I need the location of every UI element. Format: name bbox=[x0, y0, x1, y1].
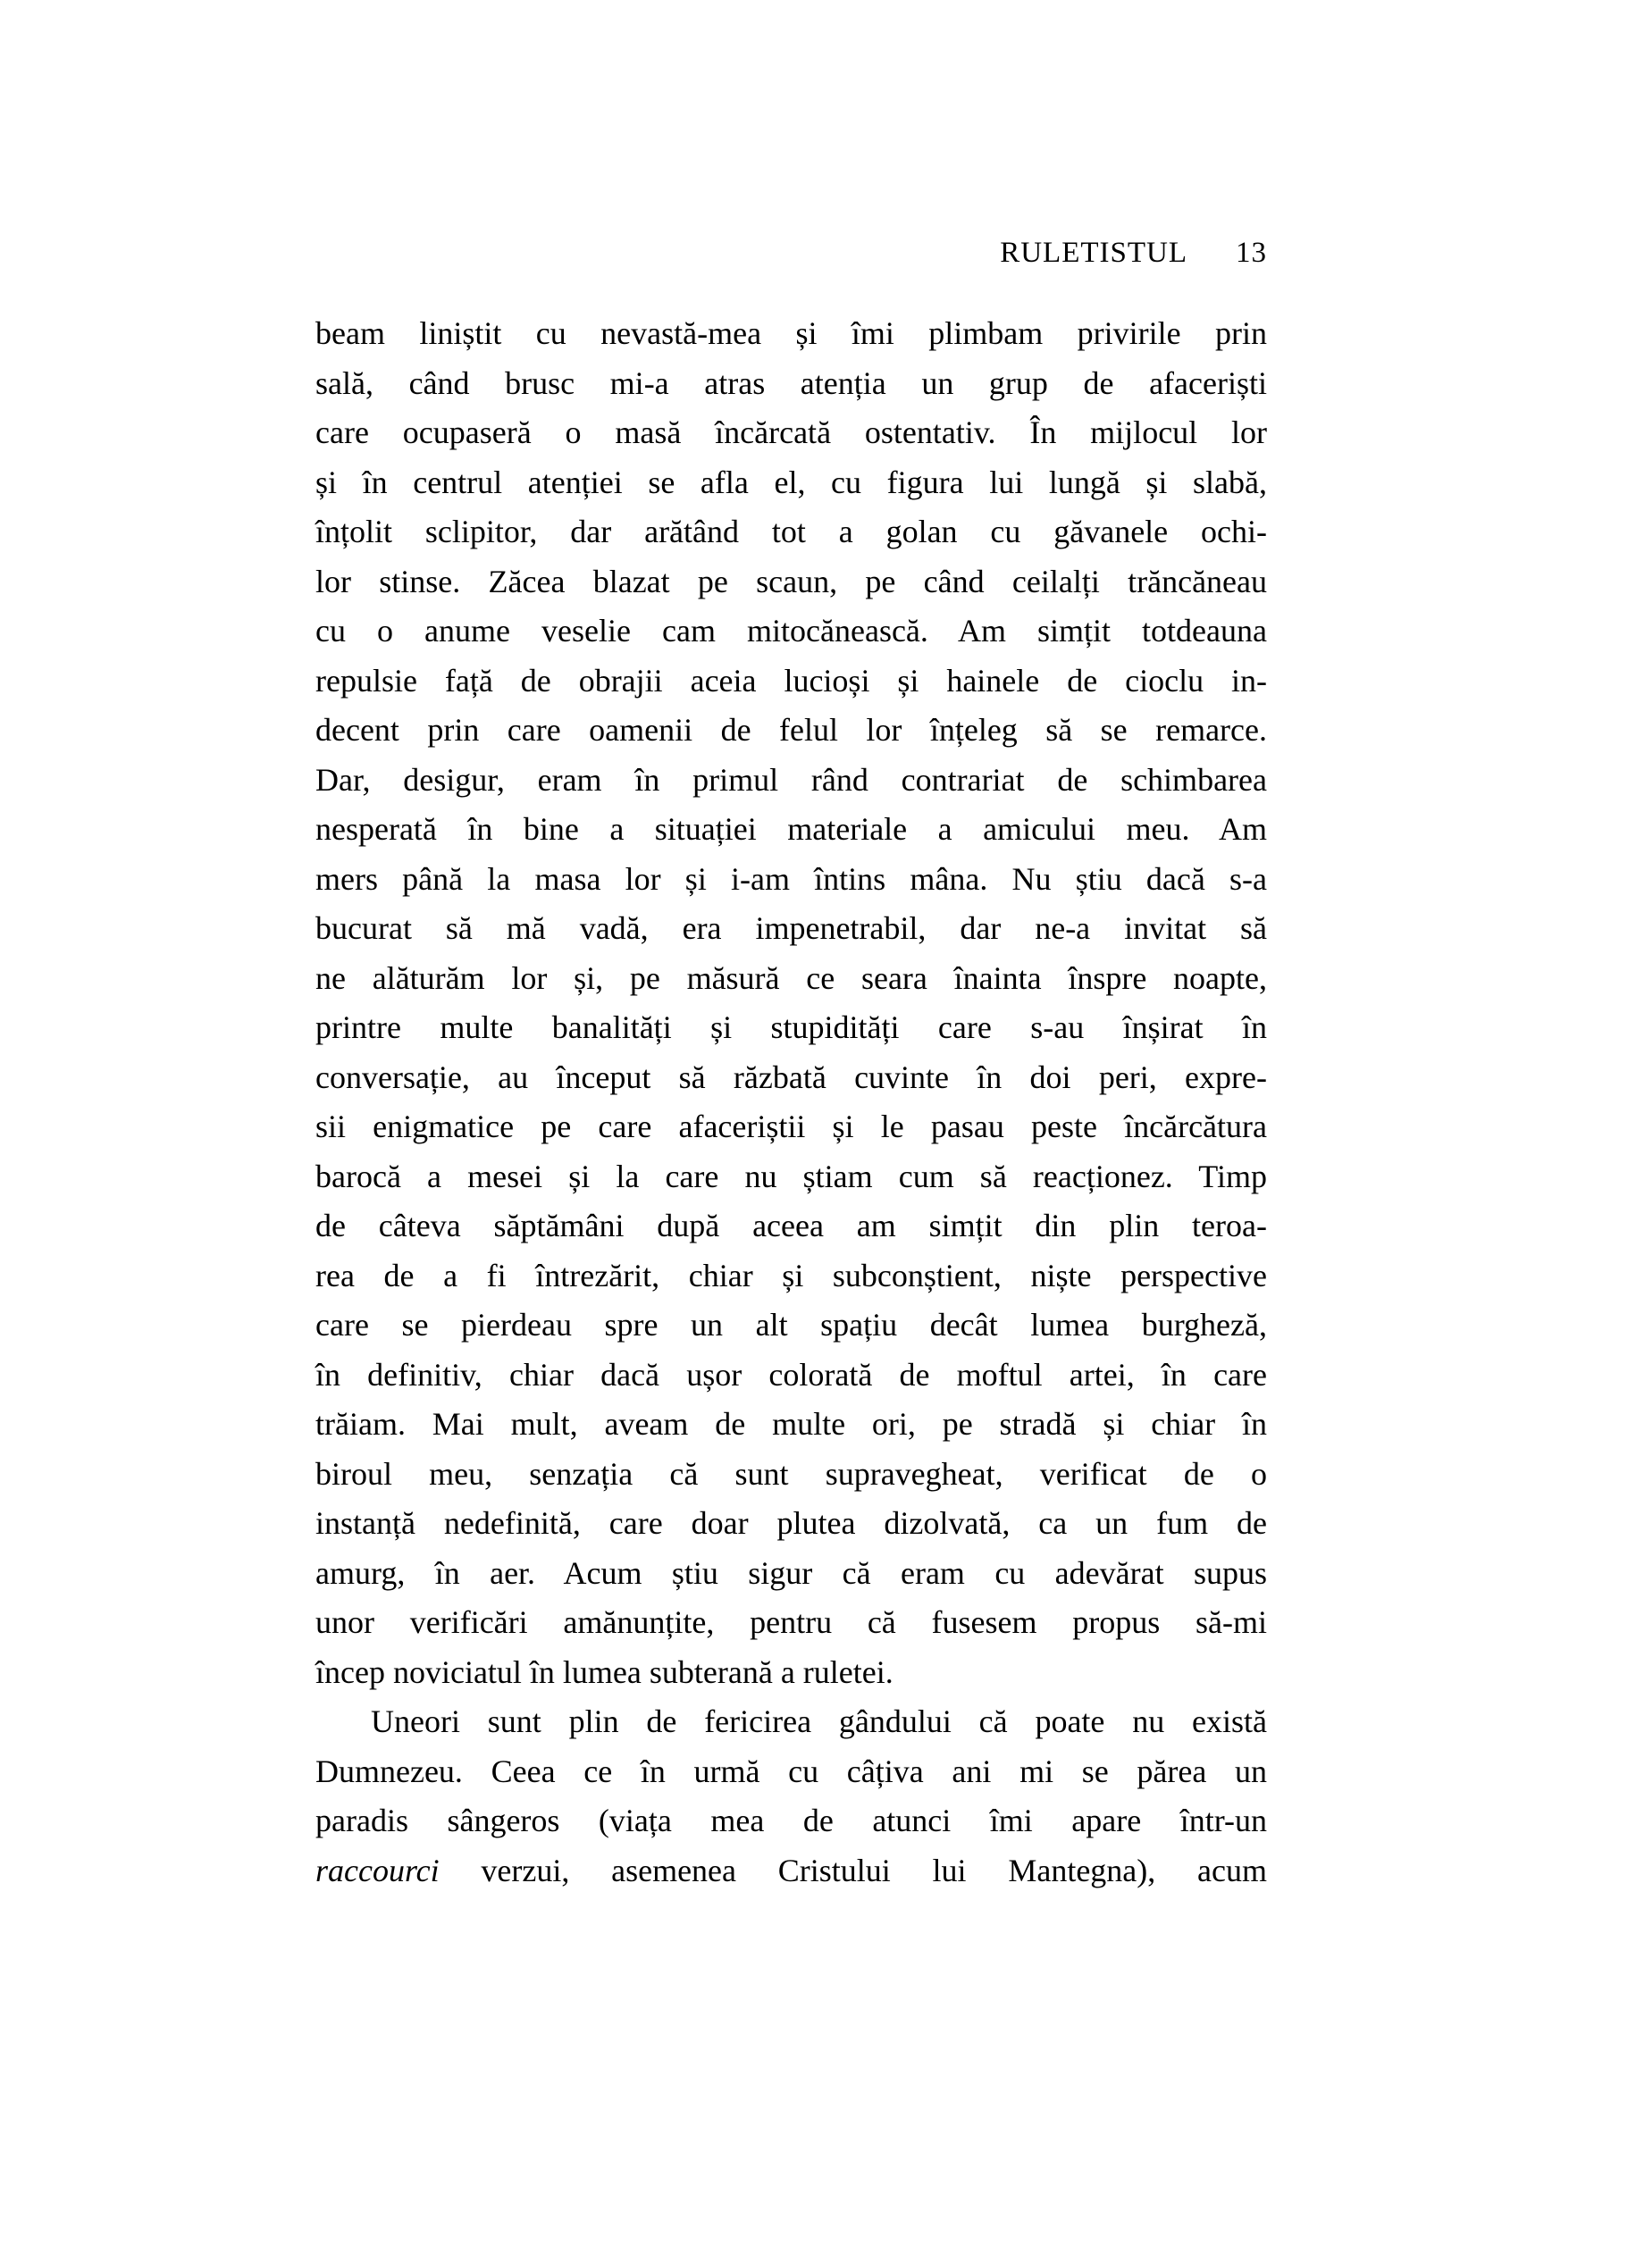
text-line bbox=[315, 657, 1267, 707]
text-line bbox=[315, 359, 1267, 409]
text-segment: printre multe banalități și stupidități care s-au înșirat în bbox=[315, 1009, 1267, 1045]
text-segment: înțolit sclipitor, dar arătând tot a golan cu găvanele ochi- bbox=[315, 514, 1267, 549]
running-header bbox=[315, 236, 1267, 270]
text-line bbox=[315, 1152, 1267, 1202]
text-line bbox=[315, 1598, 1267, 1648]
text-line bbox=[315, 1697, 1267, 1747]
text-line bbox=[315, 309, 1267, 359]
text-line bbox=[315, 1747, 1267, 1797]
running-title: RULETISTUL bbox=[1000, 237, 1187, 269]
text-segment: biroul meu, senzația că sunt supravegheat, verificat de o bbox=[315, 1455, 1267, 1492]
page-number: 13 bbox=[1236, 237, 1267, 269]
text-segment: în definitiv, chiar dacă ușor colorată de moftul artei, în care bbox=[315, 1356, 1267, 1393]
text-segment: încep noviciatul în lumea subterană a ruletei. bbox=[315, 1653, 894, 1690]
text-segment: mers până la masa lor și i-am întins mâna. Nu știu dacă s-a bbox=[315, 860, 1267, 897]
text-line bbox=[315, 1400, 1267, 1450]
text-line bbox=[315, 1102, 1267, 1152]
text-line bbox=[315, 408, 1267, 458]
text-segment: instanță nedefinită, care doar plutea dizolvată, ca un fum de bbox=[315, 1505, 1267, 1541]
text-segment: rea de a fi întrezărit, chiar și subconștient, niște perspective bbox=[315, 1257, 1267, 1293]
text-segment: Dumnezeu. Ceea ce în urmă cu câțiva ani mi se părea un bbox=[315, 1753, 1267, 1789]
text-line bbox=[315, 458, 1267, 508]
text-segment: trăiam. Mai mult, aveam de multe ori, pe stradă și chiar în bbox=[315, 1406, 1267, 1442]
text-segment: ne alăturăm lor și, pe măsură ce seara înainta înspre noapte, bbox=[315, 959, 1267, 996]
text-segment: paradis sângeros (viața mea de atunci îmi apare într-un bbox=[315, 1803, 1267, 1838]
text-line bbox=[315, 1450, 1267, 1500]
text-segment: repulsie față de obrajii aceia lucioși și hainele de cioclu in- bbox=[315, 662, 1267, 699]
text-line bbox=[315, 855, 1267, 905]
text-line bbox=[315, 1796, 1267, 1846]
text-segment: care se pierdeau spre un alt spațiu decât lumea burgheză, bbox=[315, 1307, 1267, 1343]
text-segment: lor stinse. Zăcea blazat pe scaun, pe când ceilalți trăncăneau bbox=[315, 563, 1267, 599]
text-segment: de câteva săptămâni după aceea am simțit din plin teroa- bbox=[315, 1208, 1267, 1243]
text-line bbox=[315, 1003, 1267, 1053]
text-line bbox=[315, 805, 1267, 855]
text-segment: Dar, desigur, eram în primul rând contrariat de schimbarea bbox=[315, 761, 1267, 798]
text-line bbox=[315, 954, 1267, 1004]
text-line bbox=[315, 706, 1267, 756]
text-line bbox=[315, 1201, 1267, 1251]
text-segment: barocă a mesei și la care nu știam cum să reacționez. Timp bbox=[315, 1158, 1267, 1194]
text-segment: conversație, au început să răzbată cuvinte în doi peri, expre- bbox=[315, 1059, 1267, 1095]
text-line bbox=[315, 507, 1267, 557]
text-line bbox=[315, 1351, 1267, 1401]
text-line bbox=[315, 1499, 1267, 1549]
italic-text-segment: raccourci bbox=[315, 1852, 440, 1888]
text-line bbox=[315, 1251, 1267, 1301]
text-segment: sală, când brusc mi-a atras atenția un grup de afaceriști bbox=[315, 364, 1267, 401]
text-segment: amurg, în aer. Acum știu sigur că eram cu adevărat supus bbox=[315, 1554, 1267, 1591]
text-line bbox=[315, 756, 1267, 806]
text-line bbox=[315, 1846, 1267, 1896]
text-line bbox=[315, 904, 1267, 954]
text-line bbox=[315, 1549, 1267, 1599]
text-line bbox=[315, 1648, 1267, 1698]
text-line bbox=[315, 1053, 1267, 1103]
text-segment: decent prin care oamenii de felul lor înțeleg să se remarce. bbox=[315, 712, 1267, 748]
text-segment: beam liniștit cu nevastă-mea și îmi plimbam privirile prin bbox=[315, 315, 1267, 351]
text-segment: cu o anume veselie cam mitocănească. Am simțit totdeauna bbox=[315, 613, 1267, 649]
text-segment: și în centrul atenției se afla el, cu figura lui lungă și slabă, bbox=[315, 464, 1267, 500]
text-segment: bucurat să mă vadă, era impenetrabil, dar ne-a invitat să bbox=[315, 910, 1267, 946]
text-segment: Uneori sunt plin de fericirea gândului că poate nu există bbox=[371, 1703, 1267, 1739]
body-text bbox=[315, 309, 1267, 1896]
text-line bbox=[315, 1301, 1267, 1351]
text-line bbox=[315, 557, 1267, 607]
text-line bbox=[315, 607, 1267, 657]
text-segment: care ocupaseră o masă încărcată ostentativ. În mijlocul lor bbox=[315, 414, 1267, 450]
text-segment: unor verificări amănunțite, pentru că fusesem propus să-mi bbox=[315, 1604, 1267, 1640]
text-segment: nesperată în bine a situației materiale a amicului meu. Am bbox=[315, 811, 1267, 847]
text-segment: sii enigmatice pe care afaceriștii și le pasau peste încărcătura bbox=[315, 1109, 1267, 1144]
text-segment: verzui, asemenea Cristului lui Mantegna), acum bbox=[439, 1852, 1267, 1888]
